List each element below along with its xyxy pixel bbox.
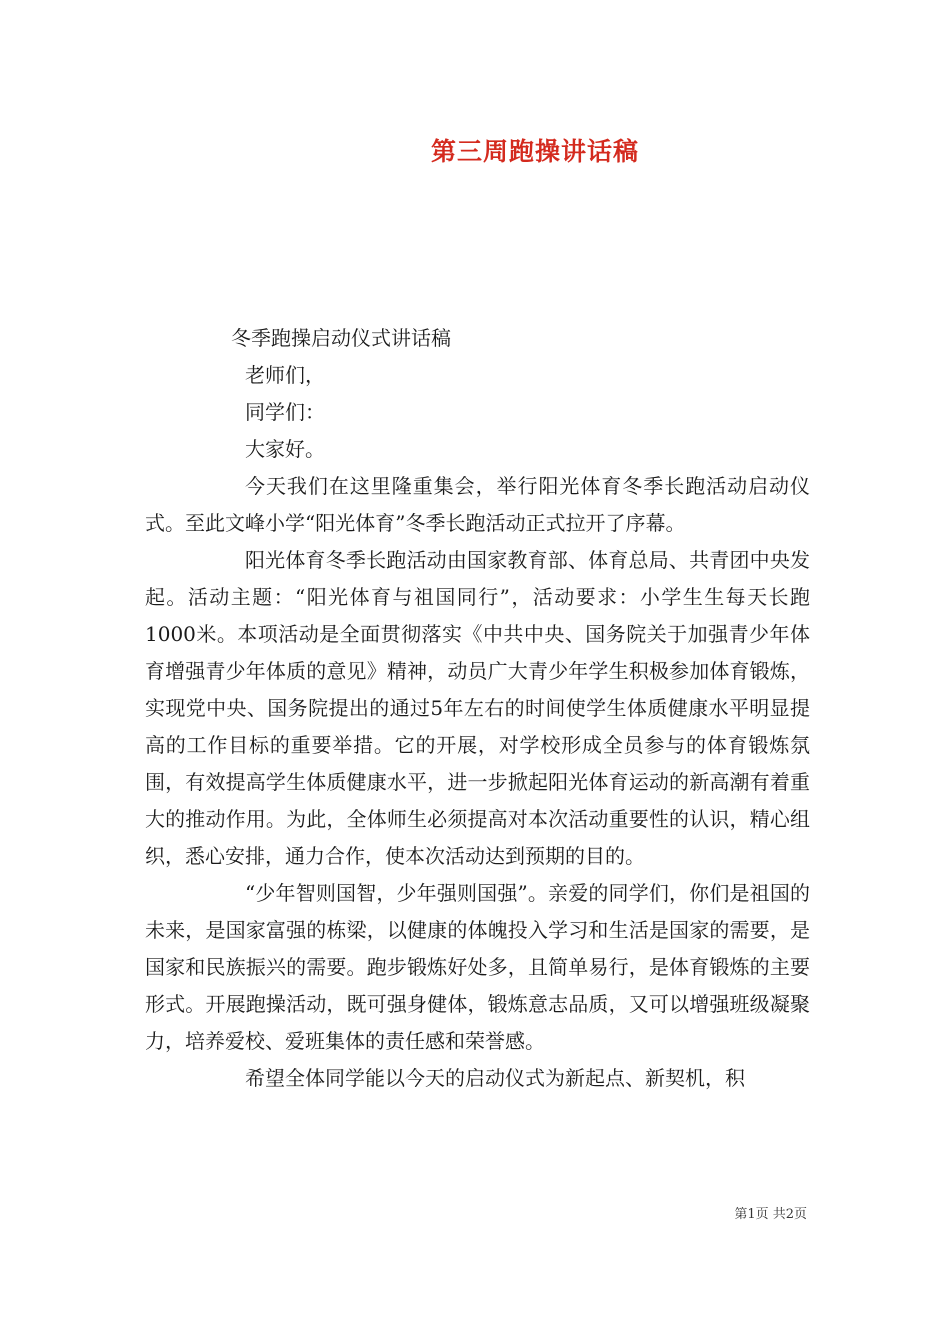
greeting-line: 老师们， <box>245 363 325 387</box>
speech-subtitle: 冬季跑操启动仪式讲话稿 <box>231 326 451 350</box>
greeting-line: 同学们： <box>245 400 325 424</box>
paragraph: 今天我们在这里隆重集会，举行阳光体育冬季长跑活动启动仪式。至此文峰小学“阳光体育”冬季长跑活动正式拉开了序幕。 <box>145 474 810 535</box>
page-number: 第1页 共2页 <box>734 1207 807 1222</box>
paragraph: 阳光体育冬季长跑活动由国家教育部、体育总局、共青团中央发起。活动主题：“阳光体育与祖国同行”，活动要求：小学生生每天长跑1000米。本项活动是全面贯彻落实《中共中央、国务院关于加强青少年体育增强青少年体质的意见》精神，动员广大青少年学生积极参加体育锻炼，实现党中央、国务院提出的通过5年左右的时间使学生体质健康水平明显提高的工作目标的重要举措。它的开展，对学校形成全员参与的体育锻炼氛围，有效提高学生体质健康水平，进一步掀起阳光体育运动的新高潮有着重大的推动作用。为此，全体师生必须提高对本次活动重要性的认识，精心组织，悉心安排，通力合作，使本次活动达到预期的目的。 <box>145 548 810 868</box>
paragraph: “少年智则国智，少年强则国强”。亲爱的同学们，你们是祖国的未来，是国家富强的栋梁，以健康的体魄投入学习和生活是国家的需要，是国家和民族振兴的需要。跑步锻炼好处多，且简单易行，是体育锻炼的主要形式。开展跑操活动，既可强身健体，锻炼意志品质，又可以增强班级凝聚力，培养爱校、爱班集体的责任感和荣誉感。 <box>145 881 810 1053</box>
document-body <box>145 320 810 1097</box>
document-title: 第三周跑操讲话稿 <box>430 137 639 166</box>
paragraph: 希望全体同学能以今天的启动仪式为新起点、新契机，积 <box>245 1066 745 1090</box>
greeting-line: 大家好。 <box>245 437 325 461</box>
